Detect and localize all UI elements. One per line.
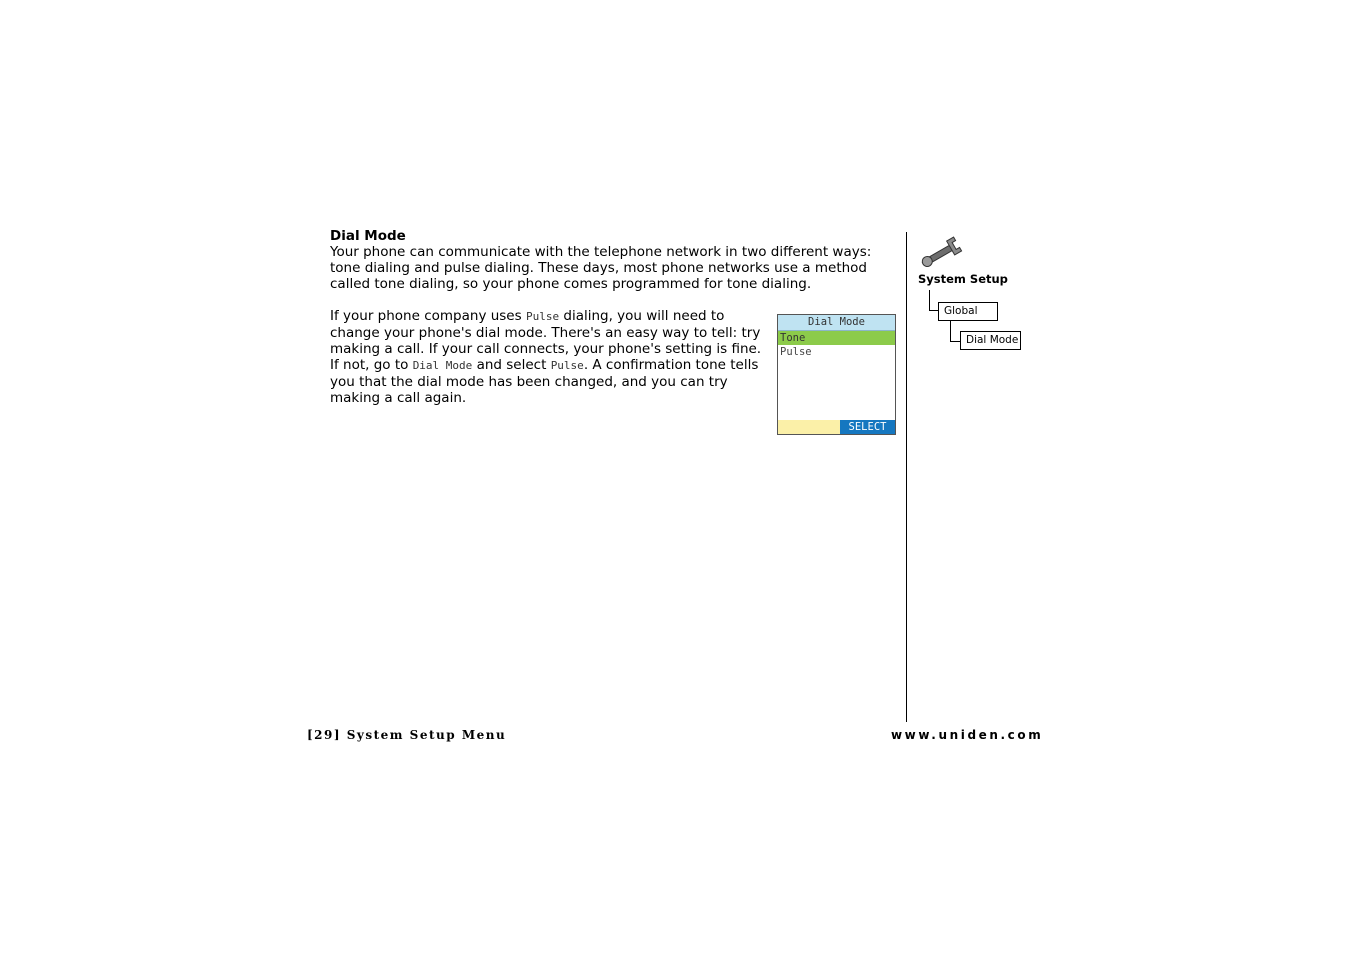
- screen-title: Dial Mode: [778, 315, 895, 331]
- tree-node-dial-mode: Dial Mode: [960, 331, 1021, 350]
- softkey-select: SELECT: [840, 420, 895, 434]
- tree-node-global: Global: [938, 302, 998, 321]
- instruction-text-2: dialing, you will need to change your phone's dial mode. There's an easy way to tell: try making a call. If your call connects, your phone's setting is fine. If not, go to: [330, 308, 762, 373]
- screen-softkeys: [778, 420, 895, 434]
- intro-paragraph: Your phone can communicate with the telephone network in two different ways: tone dialing and pulse dialing. These days, most phone networks use a method called tone dialing, so your phone comes programmed for tone dialing.: [330, 244, 872, 292]
- screen-option-pulse: Pulse: [780, 346, 812, 358]
- footer-page-label: [29] System Setup Menu: [307, 728, 507, 742]
- footer-website: www.uniden.com: [891, 728, 1044, 742]
- wrench-icon: [918, 235, 966, 275]
- phone-screen-illustration: [777, 314, 896, 435]
- code-pulse: Pulse: [525, 310, 560, 323]
- instruction-text-4: . A confirmation tone tells you that the dial mode has been changed, and you can try making a call again.: [330, 357, 759, 406]
- code-dial-mode: Dial Mode: [412, 359, 473, 372]
- vertical-divider: [906, 232, 907, 722]
- instruction-text-1: If your phone company uses: [330, 308, 526, 324]
- screen-option-tone: Tone: [778, 331, 895, 345]
- code-pulse-select: Pulse: [550, 359, 584, 372]
- instruction-paragraph: [330, 308, 766, 406]
- section-heading: Dial Mode: [330, 228, 406, 244]
- sidebar-title: System Setup: [918, 272, 1008, 286]
- softkey-left: [778, 420, 840, 434]
- instruction-text-3: and select: [472, 357, 551, 373]
